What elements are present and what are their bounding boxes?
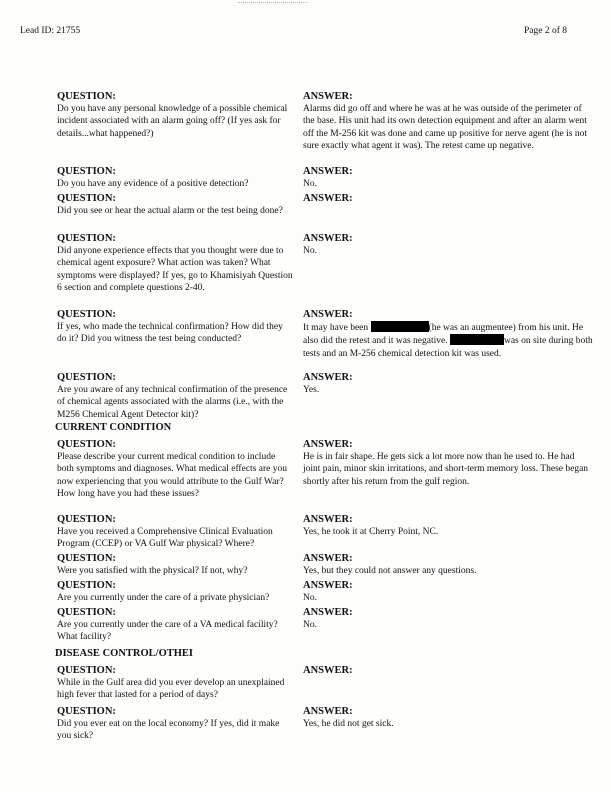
- question-label: QUESTION:: [57, 607, 116, 618]
- answer-label: ANSWER:: [303, 553, 353, 564]
- question-block: [57, 90, 293, 140]
- question-text: Are you aware of any technical confirmation of the presence of chemical agents associated with the alarms (i.e., with the M256 Chemical Agent Detector kit)?: [57, 385, 288, 420]
- answer-block: [303, 552, 593, 577]
- answer-block: [303, 438, 593, 488]
- answer-text: No.: [303, 246, 317, 256]
- answer-label: ANSWER:: [303, 166, 353, 177]
- page-number: Page 2 of 8: [524, 26, 568, 36]
- answer-text: [303, 321, 593, 360]
- question-block: [57, 705, 293, 743]
- answer-block: [303, 165, 593, 190]
- question-label: QUESTION:: [57, 91, 116, 102]
- question-text: Please describe your current medical condition to include both symptoms and diagnoses. What medical effects are you now experiencing that you would attribute to the Gulf War? How long have you had these issues?: [57, 452, 287, 499]
- question-block: [57, 438, 293, 500]
- answer-block: [303, 308, 593, 360]
- question-text: Were you satisfied with the physical? If not, why?: [57, 566, 248, 576]
- question-block: [57, 513, 293, 551]
- answer-block: [303, 232, 593, 257]
- answer-label: ANSWER:: [303, 233, 353, 244]
- answer-block: [303, 664, 593, 677]
- answer-label: ANSWER:: [303, 91, 353, 102]
- question-block: [57, 664, 293, 702]
- answer-text-part: It may have been: [303, 323, 369, 333]
- answer-label: ANSWER:: [303, 665, 353, 676]
- answer-text: He is in fair shape. He gets sick a lot more now than he used to. He had joint pain, minor skin irritations, and short-term memory loss. These began shortly after his return from the gulf region.: [303, 452, 589, 487]
- answer-label: ANSWER:: [303, 514, 353, 525]
- question-text: Did you see or hear the actual alarm or the test being done?: [57, 206, 283, 216]
- question-block: [57, 552, 293, 577]
- section-heading-disease-control: DISEASE CONTROL/OTHEI: [55, 648, 193, 659]
- question-label: QUESTION:: [57, 193, 116, 204]
- answer-label: ANSWER:: [303, 309, 353, 320]
- question-label: QUESTION:: [57, 309, 116, 320]
- answer-text: Yes.: [303, 385, 320, 395]
- answer-label: ANSWER:: [303, 580, 353, 591]
- question-label: QUESTION:: [57, 553, 116, 564]
- question-text: If yes, who made the technical confirmation? How did they do it? Did you witness the test being conducted?: [57, 322, 283, 345]
- answer-block: [303, 513, 593, 538]
- answer-label: ANSWER:: [303, 439, 353, 450]
- answer-label: ANSWER:: [303, 706, 353, 717]
- question-label: QUESTION:: [57, 233, 116, 244]
- answer-block: [303, 606, 593, 631]
- answer-text: Alarms did go off and where he was at he was outside of the perimeter of the base. His unit had its own detection equipment and after an alarm went off the M-256 kit was done and came up positive for nerve agent (he is not sure exactly what agent it was). The retest came up negative.: [303, 104, 587, 151]
- redaction-bar: [371, 321, 429, 332]
- answer-text: Yes, but they could not answer any questions.: [303, 566, 477, 576]
- answer-label: ANSWER:: [303, 193, 353, 204]
- question-label: QUESTION:: [57, 372, 116, 383]
- answer-block: [303, 192, 593, 205]
- question-text: Are you currently under the care of a VA medical facility? What facility?: [57, 620, 278, 643]
- question-label: QUESTION:: [57, 706, 116, 717]
- question-block: [57, 232, 293, 294]
- scan-artifact: [238, 2, 308, 6]
- answer-label: ANSWER:: [303, 372, 353, 383]
- question-label: QUESTION:: [57, 166, 116, 177]
- question-text: While in the Gulf area did you ever develop an unexplained high fever that lasted for a period of days?: [57, 678, 285, 701]
- answer-text-part: was on site during both tests and an M-256 chemical detection kit was used.: [303, 336, 593, 359]
- question-text: Did anyone experience effects that you thought were due to chemical agent exposure? What action was taken? What symptoms were displayed? If yes, go to Khamisiyah Question 6 section and complete questions 2-40.: [57, 246, 293, 293]
- answer-block: [303, 371, 593, 396]
- question-text: Did you ever eat on the local economy? If yes, did it make you sick?: [57, 719, 280, 742]
- answer-text: No.: [303, 620, 317, 630]
- question-block: [57, 606, 293, 644]
- lead-id: Lead ID: 21755: [20, 26, 81, 36]
- answer-text-part: (he was an augmentee) from his unit. He also did the retest and it was negative.: [303, 323, 584, 347]
- answer-text: No.: [303, 593, 317, 603]
- answer-text: No.: [303, 179, 317, 189]
- answer-text: Yes, he took it at Cherry Point, NC.: [303, 527, 439, 537]
- question-block: [57, 165, 293, 190]
- answer-text: Yes, he did not get sick.: [303, 719, 394, 729]
- answer-block: [303, 90, 593, 152]
- question-label: QUESTION:: [57, 580, 116, 591]
- question-label: QUESTION:: [57, 665, 116, 676]
- section-heading-current-condition: CURRENT CONDITION: [55, 422, 172, 433]
- question-block: [57, 308, 293, 346]
- answer-block: [303, 579, 593, 604]
- question-block: [57, 192, 293, 217]
- question-label: QUESTION:: [57, 514, 116, 525]
- question-block: [57, 579, 293, 604]
- question-label: QUESTION:: [57, 439, 116, 450]
- answer-label: ANSWER:: [303, 607, 353, 618]
- question-text: Do you have any personal knowledge of a possible chemical incident associated with an alarm going off? (If yes ask for details...what happened?): [57, 104, 288, 139]
- question-text: Do you have any evidence of a positive detection?: [57, 179, 249, 189]
- answer-block: [303, 705, 593, 730]
- question-block: [57, 371, 293, 421]
- question-text: Are you currently under the care of a private physician?: [57, 593, 270, 603]
- question-text: Have you received a Comprehensive Clinical Evaluation Program (CCEP) or VA Gulf War physical? Where?: [57, 527, 273, 550]
- redaction-bar: [450, 334, 504, 345]
